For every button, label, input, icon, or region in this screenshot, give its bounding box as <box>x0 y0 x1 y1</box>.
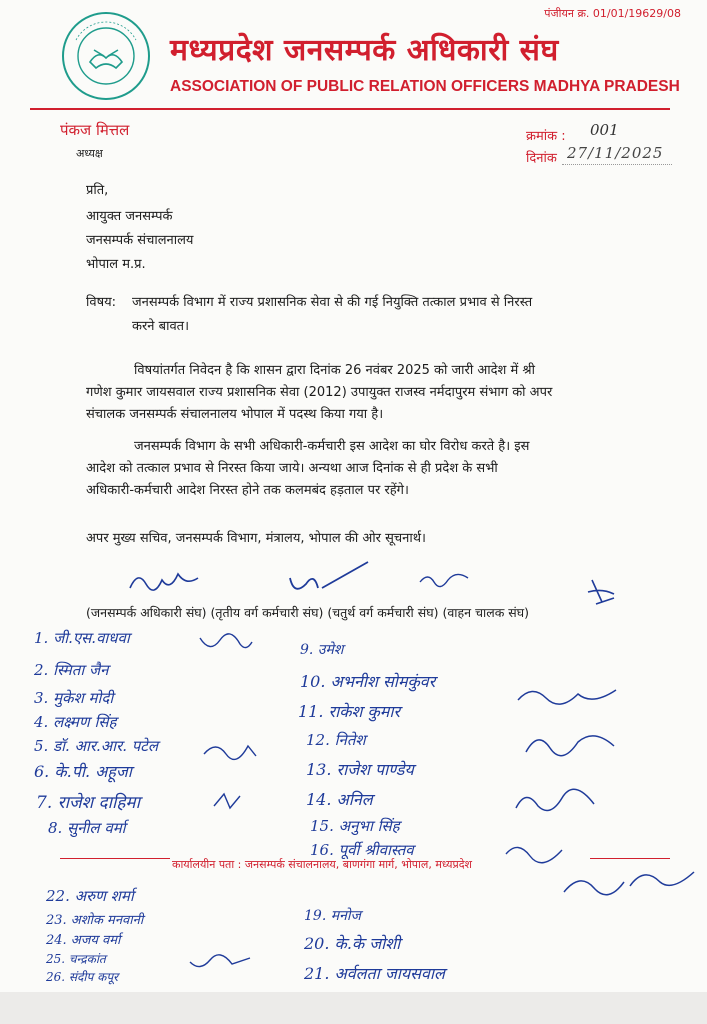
signature-2 <box>284 558 374 604</box>
signatory-24: 24. अजय वर्मा <box>46 933 121 948</box>
signatory-1: 1. जी.एस.वाधवा <box>34 629 130 647</box>
organization-name-hindi: मध्यप्रदेश जनसम्पर्क अधिकारी संघ <box>170 33 559 68</box>
recipient-to: प्रति, <box>86 183 109 198</box>
signature-scribble-8 <box>560 862 700 902</box>
subject-line-2: करने बावत। <box>132 319 190 334</box>
signature-3 <box>416 566 476 592</box>
signatory-6: 6. के.पी. अहूजा <box>34 762 132 781</box>
signatory-26: 26. संदीप कपूर <box>46 970 119 984</box>
signatory-9: 9. उमेश <box>300 642 344 658</box>
signatory-14: 14. अनिल <box>306 790 373 809</box>
president-title: अध्यक्ष <box>76 147 103 160</box>
body-para2-line1: जनसम्पर्क विभाग के सभी अधिकारी-कर्मचारी इस आदेश का घोर विरोध करते है। इस <box>134 439 530 454</box>
body-para1-line2: गणेश कुमार जायसवाल राज्य प्रशासनिक सेवा (2012) उपायुक्त राजस्व नर्मदापुरम संभाग को अपर <box>86 385 553 400</box>
signature-scribble-6 <box>510 784 600 824</box>
footer-divider-left <box>60 858 170 859</box>
copy-to-line: अपर मुख्य सचिव, जनसम्पर्क विभाग, मंत्रालय, भोपाल की ओर सूचनार्थ। <box>86 531 426 546</box>
subject-line-1: जनसम्पर्क विभाग में राज्य प्रशासनिक सेवा से की गई नियुक्ति तत्काल प्रभाव से निरस्त <box>132 295 533 310</box>
signature-scribble-2 <box>200 736 260 764</box>
signatory-5: 5. डॉ. आर.आर. पटेल <box>34 737 159 755</box>
registration-number: पंजीयन क्र. 01/01/19629/08 <box>544 7 681 20</box>
footer-divider-right <box>590 858 670 859</box>
signatory-12: 12. नितेश <box>306 731 366 749</box>
body-para1-line3: संचालक जनसम्पर्क संचालनालय भोपाल में पदस्थ किया गया है। <box>86 407 384 422</box>
signature-1 <box>126 566 206 602</box>
association-logo-icon <box>60 10 152 102</box>
signatory-10: 10. अभनीश सोमकुंवर <box>300 672 436 691</box>
body-para1-line1: विषयांतर्गत निवेदन है कि शासन द्वारा दिनांक 26 नवंबर 2025 को जारी आदेश में श्री <box>134 363 535 378</box>
body-para2-line2: आदेश को तत्काल प्रभाव से निरस्त किया जाये। अन्यथा आज दिनांक से ही प्रदेश के सभी <box>86 461 498 476</box>
organization-name-english: ASSOCIATION OF PUBLIC RELATION OFFICERS MADHYA PRADESH <box>170 78 680 95</box>
signatory-8: 8. सुनील वर्मा <box>48 819 126 837</box>
signatory-22: 22. अरुण शर्मा <box>46 887 134 905</box>
signatory-11: 11. राकेश कुमार <box>298 702 401 721</box>
signature-scribble-4 <box>512 680 622 714</box>
signature-scribble-9 <box>186 948 256 978</box>
union-labels: (जनसम्पर्क अधिकारी संघ) (तृतीय वर्ग कर्मचारी संघ) (चतुर्थ वर्ग कर्मचारी संघ) (वाहन चालक संघ) <box>86 605 530 620</box>
signatory-7: 7. राजेश दाहिमा <box>36 793 140 813</box>
signatory-20: 20. के.के जोशी <box>304 934 401 953</box>
president-name: पंकज मित्तल <box>60 121 130 139</box>
recipient-line-2: जनसम्पर्क संचालनालय <box>86 233 194 248</box>
bottom-margin <box>0 992 707 1024</box>
signatory-4: 4. लक्ष्मण सिंह <box>34 713 117 731</box>
recipient-line-1: आयुक्त जनसम्पर्क <box>86 209 173 224</box>
date-label: दिनांक <box>526 151 557 166</box>
office-address: कार्यालयीन पता : जनसम्पर्क संचालनालय, बाणगंगा मार्ग, भोपाल, मध्यप्रदेश <box>172 858 473 871</box>
reference-label: क्रमांक : <box>526 129 566 144</box>
signature-scribble-3 <box>210 790 250 814</box>
signatory-13: 13. राजेश पाण्डेय <box>306 760 414 779</box>
reference-number: 001 <box>590 121 619 139</box>
date-value: 27/11/2025 <box>567 144 664 162</box>
signatory-3: 3. मुकेश मोदी <box>34 689 114 707</box>
signatory-23: 23. अशोक मनवानी <box>46 913 144 928</box>
signature-scribble-1 <box>196 628 256 658</box>
recipient-line-3: भोपाल म.प्र. <box>86 257 146 272</box>
body-para2-line3: अधिकारी-कर्मचारी आदेश निरस्त होने तक कलमबंद हड़ताल पर रहेंगे। <box>86 483 409 498</box>
header-divider <box>30 108 670 110</box>
signature-scribble-5 <box>520 724 620 764</box>
signatory-2: 2. स्मिता जैन <box>34 661 109 679</box>
signatory-19: 19. मनोज <box>304 908 361 924</box>
signatory-16: 16. पूर्वी श्रीवास्तव <box>310 841 414 859</box>
signatory-21: 21. अर्वलता जायसवाल <box>304 964 445 983</box>
signatory-25: 25. चन्द्रकांत <box>46 952 106 966</box>
subject-label: विषय: <box>86 295 117 310</box>
signature-4 <box>584 574 620 610</box>
date-underline <box>562 164 672 165</box>
signatory-15: 15. अनुभा सिंह <box>310 817 400 835</box>
